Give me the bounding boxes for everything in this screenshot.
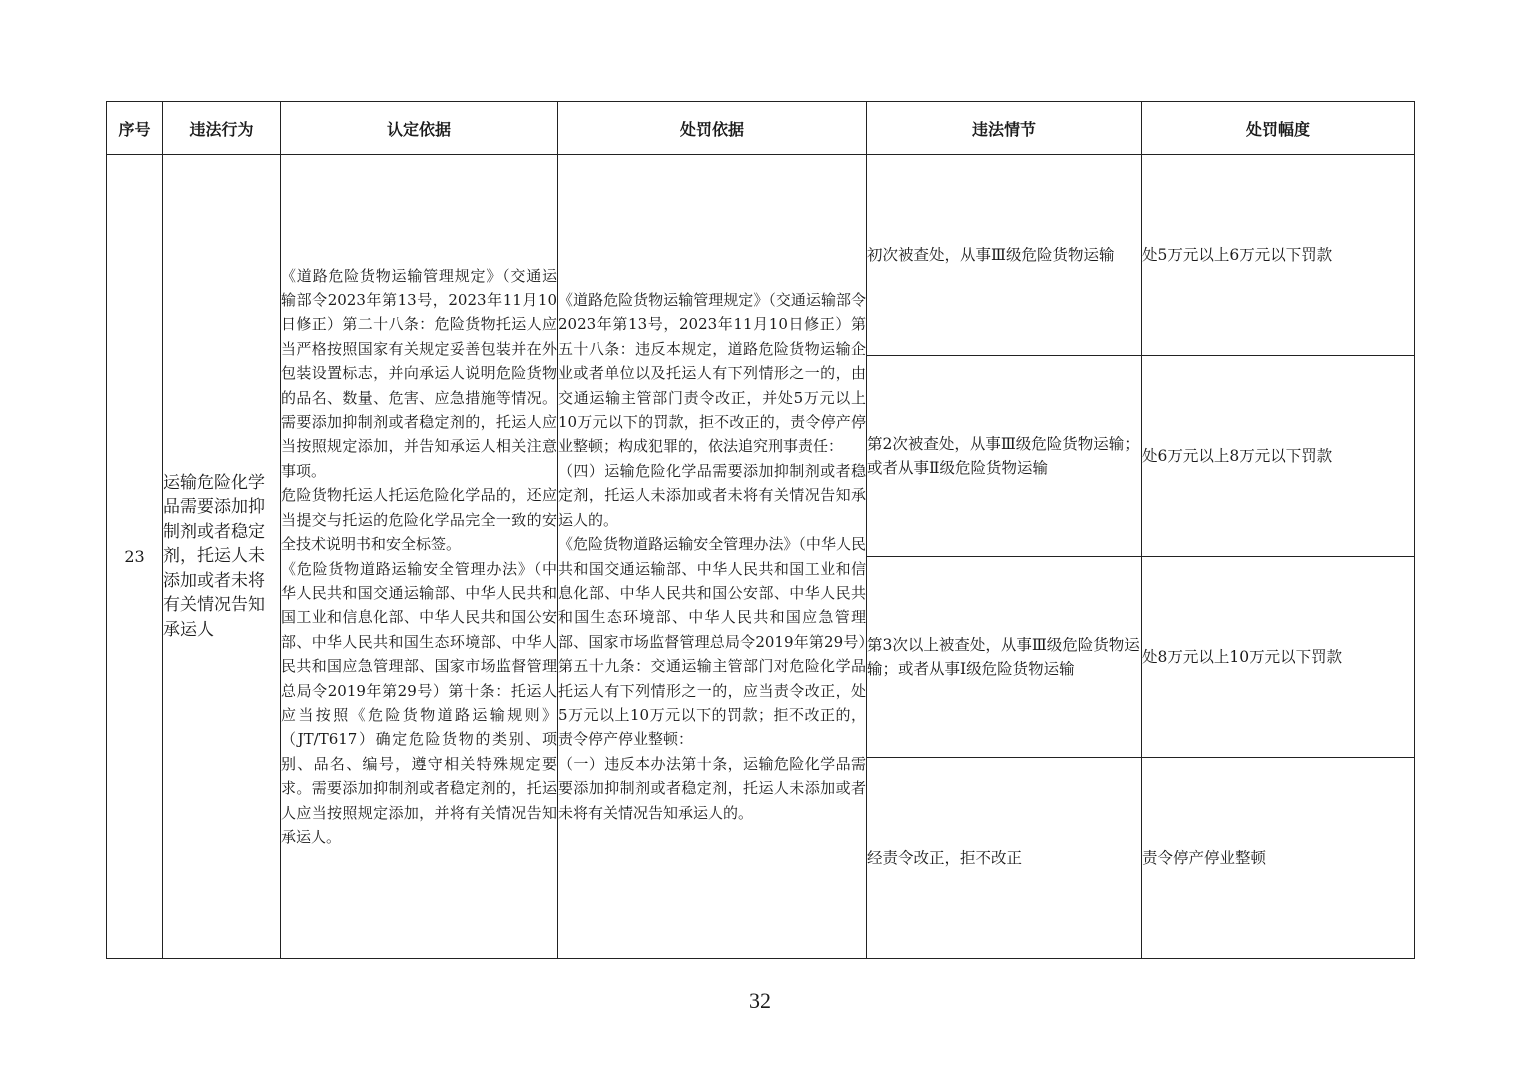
row-penalty-basis xyxy=(558,155,867,959)
penalty-paragraph: 《道路危险货物运输管理规定》（交通运输部令2023年第13号，2023年11月10日修正）第五十八条：违反本规定，道路危险货物运输企业或者单位以及托运人有下列情形之一的，由交通运输主管部门责令改正，并处5万元以上10万元以下的罚款，拒不改正的，责令停产停业整顿；构成犯罪的，依法追究刑事责任： xyxy=(558,291,866,456)
header-row xyxy=(107,102,1415,155)
basis-paragraph: 《道路危险货物运输管理规定》（交通运输部令2023年第13号，2023年11月10日修正）第二十八条：危险货物托运人应当严格按照国家有关规定妥善包装并在外包装设置标志，并向承运人说明危险货物的品名、数量、危害、应急措施等情况。需要添加抑制剂或者稳定剂的，托运人应当按照规定添加，并告知承运人相关注意事项。 xyxy=(281,266,557,480)
range-cell: 处5万元以上6万元以下罚款 xyxy=(1142,155,1415,356)
circumstance-cell: 第2次被查处，从事Ⅲ级危险货物运输；或者从事Ⅱ级危险货物运输 xyxy=(867,356,1142,557)
page-number: 32 xyxy=(749,988,771,1013)
header-act: 违法行为 xyxy=(163,102,281,155)
penalty-paragraph: （四）运输危险化学品需要添加抑制剂或者稳定剂，托运人未添加或者未将有关情况告知承运人的。 xyxy=(558,461,866,529)
circumstance-cell: 第3次以上被查处，从事Ⅲ级危险货物运输；或者从事Ⅰ级危险货物运输 xyxy=(867,557,1142,758)
range-cell: 处8万元以上10万元以下罚款 xyxy=(1142,557,1415,758)
penalty-table xyxy=(106,101,1415,959)
table-row xyxy=(107,155,1415,356)
row-violation: 运输危险化学品需要添加抑制剂或者稳定剂，托运人未添加或者未将有关情况告知承运人 xyxy=(163,155,281,959)
header-seq: 序号 xyxy=(107,102,163,155)
basis-paragraph: 危险货物托运人托运危险化学品的，还应当提交与托运的危险化学品完全一致的安全技术说明书和安全标签。 xyxy=(281,486,557,554)
row-seq: 23 xyxy=(107,155,163,959)
header-range: 处罚幅度 xyxy=(1142,102,1415,155)
basis-paragraph: 《危险货物道路运输安全管理办法》（中华人民共和国交通运输部、中华人民共和国工业和信息化部、中华人民共和国公安部、中华人民共和国生态环境部、中华人民共和国应急管理部、国家市场监督管理总局令2019年第29号）第十条：托运人应当按照《危险货物道路运输规则》（JT/T617）确定危险货物的类别、项别、品名、编号，遵守相关特殊规定要求。需要添加抑制剂或者稳定剂的，托运人应当按照规定添加，并将有关情况告知承运人。 xyxy=(281,559,557,846)
row-basis xyxy=(281,155,558,959)
circumstance-cell: 经责令改正，拒不改正 xyxy=(867,758,1142,959)
range-cell: 责令停产停业整顿 xyxy=(1142,758,1415,959)
penalty-paragraph: 《危险货物道路运输安全管理办法》（中华人民共和国交通运输部、中华人民共和国工业和信息化部、中华人民共和国公安部、中华人民共和国生态环境部、中华人民共和国应急管理部、国家市场监督管理总局令2019年第29号）第五十九条：交通运输主管部门对危险化学品托运人有下列情形之一的，应当责令改正，处5万元以上10万元以下的罚款；拒不改正的，责令停产停业整顿： xyxy=(558,535,866,749)
penalty-paragraph: （一）违反本办法第十条，运输危险化学品需要添加抑制剂或者稳定剂，托运人未添加或者未将有关情况告知承运人的。 xyxy=(558,754,866,822)
circumstance-cell: 初次被查处，从事Ⅲ级危险货物运输 xyxy=(867,155,1142,356)
header-penalty-basis: 处罚依据 xyxy=(558,102,867,155)
header-basis: 认定依据 xyxy=(281,102,558,155)
range-cell: 处6万元以上8万元以下罚款 xyxy=(1142,356,1415,557)
header-circumstance: 违法情节 xyxy=(867,102,1142,155)
